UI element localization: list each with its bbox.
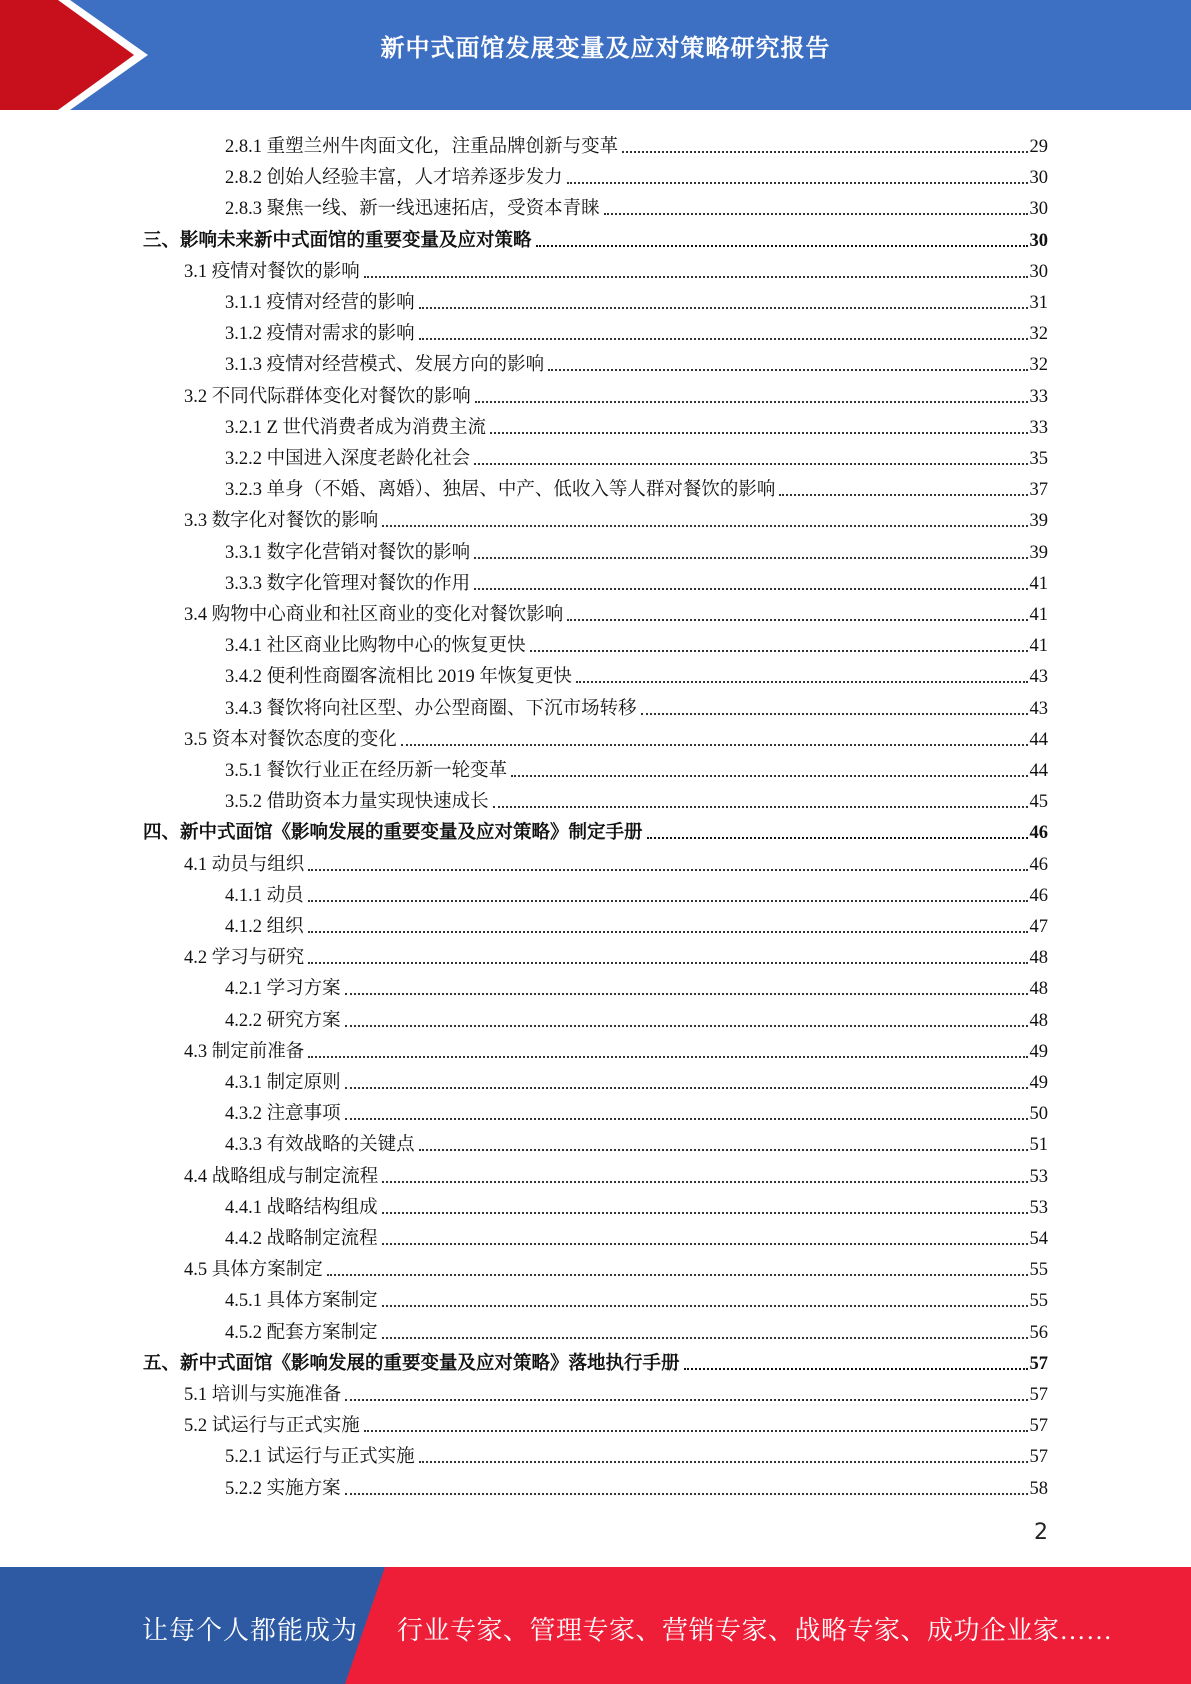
toc-entry-title: 3.1 疫情对餐饮的影响 [184, 261, 360, 282]
toc-entry[interactable] [225, 751, 1048, 782]
toc-entry-page: 46 [1029, 854, 1048, 875]
toc-dot-leader [576, 681, 1028, 683]
toc-entry-title: 3.4.2 便利性商圈客流相比 2019 年恢复更快 [225, 667, 572, 688]
toc-entry-title: 4.4.1 战略结构组成 [225, 1197, 378, 1218]
toc-entry-page: 56 [1029, 1322, 1048, 1343]
toc-entry-page: 30 [1029, 261, 1048, 282]
toc-entry-page: 30 [1029, 199, 1048, 220]
toc-dot-leader [382, 1181, 1027, 1183]
toc-entry-title: 4.2.2 研究方案 [225, 1010, 341, 1031]
toc-entry-title: 四、新中式面馆《影响发展的重要变量及应对策略》制定手册 [143, 823, 643, 844]
toc-entry[interactable] [225, 564, 1048, 595]
toc-entry[interactable] [225, 657, 1048, 688]
toc-entry-page: 32 [1029, 355, 1048, 376]
toc-entry-page: 43 [1029, 698, 1048, 719]
toc-entry[interactable] [225, 158, 1048, 189]
toc-entry[interactable] [184, 252, 1048, 283]
toc-entry-title: 4.3 制定前准备 [184, 1041, 305, 1062]
toc-dot-leader [493, 806, 1028, 808]
toc-entry[interactable] [225, 626, 1048, 657]
toc-dot-leader [345, 1118, 1028, 1120]
toc-entry-title: 5.2.1 试运行与正式实施 [225, 1447, 415, 1468]
toc-entry[interactable] [184, 377, 1048, 408]
footer-banner [0, 1567, 1191, 1684]
toc-entry-title: 4.1 动员与组织 [184, 854, 305, 875]
toc-entry-title: 4.1.2 组织 [225, 917, 304, 937]
toc-entry-page: 35 [1029, 449, 1048, 469]
toc-entry-title: 4.5.2 配套方案制定 [225, 1322, 378, 1343]
toc-entry-page: 55 [1029, 1260, 1048, 1281]
toc-dot-leader [308, 869, 1027, 871]
toc-entry-page: 57 [1029, 1447, 1048, 1468]
toc-entry-title: 3.3.1 数字化营销对餐饮的影响 [225, 542, 471, 563]
toc-entry-page: 58 [1029, 1478, 1048, 1499]
toc-entry-title: 五、新中式面馆《影响发展的重要变量及应对策略》落地执行手册 [143, 1353, 680, 1374]
toc-dot-leader [364, 276, 1028, 278]
toc-entry[interactable] [225, 1063, 1048, 1094]
toc-entry-page: 30 [1029, 168, 1048, 189]
toc-entry-page: 48 [1029, 1010, 1048, 1031]
toc-entry-page: 33 [1029, 386, 1048, 407]
toc-dot-leader [567, 182, 1028, 184]
toc-entry[interactable] [225, 314, 1048, 345]
toc-entry-title: 3.1.2 疫情对需求的影响 [225, 324, 415, 345]
toc-entry-title: 2.8.1 重塑兰州牛肉面文化，注重品牌创新与变革 [225, 137, 619, 157]
toc-entry-title: 3.5 资本对餐饮态度的变化 [184, 729, 397, 750]
toc-dot-leader [604, 213, 1028, 215]
toc-entry-page: 29 [1029, 137, 1048, 157]
toc-dot-leader [647, 837, 1028, 839]
toc-entry-page: 57 [1029, 1385, 1048, 1405]
toc-dot-leader [474, 557, 1027, 559]
toc-entry-title: 三、影响未来新中式面馆的重要变量及应对策略 [143, 230, 532, 251]
toc-entry-title: 3.3 数字化对餐饮的影响 [184, 511, 379, 532]
toc-entry[interactable] [184, 1157, 1048, 1188]
toc-entry[interactable] [225, 408, 1048, 439]
toc-entry[interactable] [225, 470, 1048, 501]
toc-entry[interactable] [225, 876, 1048, 907]
toc-dot-leader [536, 245, 1028, 247]
toc-entry-page: 41 [1029, 605, 1048, 625]
toc-dot-leader [308, 1056, 1027, 1058]
toc-entry-title: 4.5.1 具体方案制定 [225, 1291, 378, 1312]
toc-entry-title: 2.8.2 创始人经验丰富，人才培养逐步发力 [225, 168, 563, 189]
toc-entry[interactable] [225, 1094, 1048, 1125]
toc-entry[interactable] [184, 1032, 1048, 1063]
toc-dot-leader [401, 744, 1028, 746]
toc-entry-title: 3.2.3 单身（不婚、离婚）、独居、中产、低收入等人群对餐饮的影响 [225, 480, 776, 501]
toc-entry[interactable] [225, 907, 1048, 938]
toc-entry-title: 4.5 具体方案制定 [184, 1260, 323, 1281]
toc-entry-title: 3.3.3 数字化管理对餐饮的作用 [225, 573, 471, 594]
toc-entry-page: 49 [1029, 1073, 1048, 1093]
toc-entry[interactable] [184, 595, 1048, 626]
toc-dot-leader [641, 713, 1028, 715]
toc-dot-leader [345, 1025, 1028, 1027]
toc-dot-leader [490, 432, 1027, 434]
toc-entry-title: 4.4.2 战略制定流程 [225, 1229, 378, 1249]
toc-dot-leader [567, 619, 1027, 621]
toc-entry[interactable] [225, 533, 1048, 564]
toc-dot-leader [622, 151, 1027, 153]
toc-entry-page: 54 [1029, 1229, 1048, 1249]
toc-dot-leader [779, 494, 1027, 496]
toc-dot-leader [419, 1461, 1028, 1463]
toc-entry-page: 48 [1029, 979, 1048, 1000]
toc-dot-leader [530, 650, 1028, 652]
toc-dot-leader [382, 1212, 1028, 1214]
toc-entry-page: 41 [1029, 636, 1048, 657]
report-title: 新中式面馆发展变量及应对策略研究报告 [380, 34, 831, 62]
toc-entry[interactable] [225, 189, 1048, 220]
toc-entry[interactable] [225, 1188, 1048, 1219]
toc-entry-page: 49 [1029, 1041, 1048, 1062]
toc-entry-title: 3.1.1 疫情对经营的影响 [225, 293, 415, 313]
toc-dot-leader [419, 307, 1028, 309]
toc-entry[interactable] [225, 782, 1048, 813]
toc-entry-title: 3.4.3 餐饮将向社区型、办公型商圈、下沉市场转移 [225, 698, 637, 719]
toc-dot-leader [308, 900, 1028, 902]
toc-entry-page: 44 [1029, 761, 1048, 781]
toc-entry[interactable] [143, 813, 1048, 844]
toc-entry[interactable] [184, 501, 1048, 532]
toc-entry[interactable] [184, 1375, 1048, 1406]
toc-entry-page: 53 [1029, 1197, 1048, 1218]
toc-entry-page: 55 [1029, 1291, 1048, 1312]
toc-dot-leader [684, 1368, 1028, 1370]
toc-entry-page: 43 [1029, 667, 1048, 688]
toc-entry-page: 41 [1029, 573, 1048, 594]
toc-dot-leader [474, 463, 1027, 465]
toc-dot-leader [475, 401, 1028, 403]
toc-entry-page: 32 [1029, 324, 1048, 345]
toc-entry-page: 57 [1029, 1416, 1048, 1437]
toc-entry-title: 5.2.2 实施方案 [225, 1478, 341, 1499]
toc-entry[interactable] [225, 1469, 1048, 1500]
toc-entry[interactable] [184, 845, 1048, 876]
toc-dot-leader [345, 1493, 1028, 1495]
header-banner [0, 0, 1191, 110]
toc-entry-page: 37 [1029, 480, 1048, 501]
toc-entry[interactable] [225, 689, 1048, 720]
toc-dot-leader [308, 931, 1028, 933]
toc-entry[interactable] [225, 345, 1048, 376]
toc-dot-leader [382, 1337, 1028, 1339]
toc-entry-title: 3.4.1 社区商业比购物中心的恢复更快 [225, 636, 526, 657]
toc-dot-leader [345, 1399, 1027, 1401]
toc-entry[interactable] [225, 1437, 1048, 1468]
toc-entry[interactable] [225, 283, 1048, 314]
toc-dot-leader [548, 369, 1027, 371]
toc-entry[interactable] [184, 1406, 1048, 1437]
toc-entry[interactable] [143, 1344, 1048, 1375]
toc-dot-leader [345, 993, 1028, 995]
toc-entry[interactable] [225, 969, 1048, 1000]
toc-entry-page: 48 [1029, 948, 1048, 969]
toc-entry[interactable] [225, 127, 1048, 158]
toc-entry[interactable] [184, 720, 1048, 751]
toc-dot-leader [511, 775, 1027, 777]
toc-entry-title: 3.2.2 中国进入深度老龄化社会 [225, 449, 471, 469]
toc-dot-leader [382, 1305, 1028, 1307]
toc-entry-title: 4.3.2 注意事项 [225, 1104, 341, 1125]
toc-entry-title: 3.2 不同代际群体变化对餐饮的影响 [184, 386, 471, 407]
toc-entry[interactable] [225, 1313, 1048, 1344]
toc-entry-page: 39 [1029, 511, 1048, 532]
toc-entry[interactable] [184, 938, 1048, 969]
toc-entry-page: 51 [1029, 1135, 1048, 1156]
toc-entry-page: 33 [1029, 417, 1048, 438]
toc-dot-leader [364, 1430, 1028, 1432]
toc-entry[interactable] [225, 439, 1048, 470]
toc-entry-page: 46 [1029, 823, 1048, 844]
toc-entry-title: 4.2.1 学习方案 [225, 979, 341, 1000]
toc-entry-title: 5.2 试运行与正式实施 [184, 1416, 360, 1437]
toc-entry-title: 2.8.3 聚焦一线、新一线迅速拓店，受资本青睐 [225, 199, 600, 220]
toc-entry-page: 53 [1029, 1166, 1048, 1187]
toc-entry-page: 44 [1029, 729, 1048, 750]
toc-entry-title: 3.5.1 餐饮行业正在经历新一轮变革 [225, 761, 508, 781]
toc-entry-page: 57 [1029, 1353, 1048, 1374]
toc-dot-leader [308, 962, 1027, 964]
toc-entry-page: 30 [1029, 230, 1048, 251]
toc-entry-title: 3.1.3 疫情对经营模式、发展方向的影响 [225, 355, 545, 376]
toc-entry-title: 5.1 培训与实施准备 [184, 1385, 342, 1405]
toc-entry-page: 47 [1029, 917, 1048, 937]
toc-entry-title: 3.4 购物中心商业和社区商业的变化对餐饮影响 [184, 605, 564, 625]
toc-entry[interactable] [143, 221, 1048, 252]
toc-entry-title: 3.2.1 Z 世代消费者成为消费主流 [225, 417, 487, 438]
footer-slogan-right: 行业专家、管理专家、营销专家、战略专家、成功企业家…… [397, 1616, 1113, 1645]
toc-entry-page: 46 [1029, 885, 1048, 906]
page-number: 2 [1034, 1520, 1048, 1545]
toc-entry[interactable] [225, 1001, 1048, 1032]
toc-dot-leader [382, 525, 1027, 527]
toc-dot-leader [419, 338, 1028, 340]
toc-entry-title: 4.4 战略组成与制定流程 [184, 1166, 379, 1187]
toc-dot-leader [382, 1243, 1028, 1245]
toc-dot-leader [327, 1274, 1028, 1276]
toc-dot-leader [345, 1087, 1028, 1089]
footer-slogan-left: 让每个人都能成为 [142, 1616, 359, 1645]
toc-dot-leader [419, 1149, 1028, 1151]
toc-entry-page: 39 [1029, 542, 1048, 563]
toc-entry[interactable] [184, 1250, 1048, 1281]
toc-entry-title: 4.2 学习与研究 [184, 948, 305, 969]
toc-entry-title: 4.1.1 动员 [225, 885, 304, 906]
toc-entry-title: 4.3.3 有效战略的关键点 [225, 1135, 415, 1156]
toc-entry[interactable] [225, 1281, 1048, 1312]
toc-entry-title: 3.5.2 借助资本力量实现快速成长 [225, 792, 489, 813]
toc-entry[interactable] [225, 1219, 1048, 1250]
toc-entry[interactable] [225, 1125, 1048, 1156]
toc-entry-page: 50 [1029, 1104, 1048, 1125]
toc-entry-page: 31 [1029, 293, 1048, 313]
toc-entry-title: 4.3.1 制定原则 [225, 1073, 341, 1093]
toc-entry-page: 45 [1029, 792, 1048, 813]
toc-dot-leader [474, 588, 1027, 590]
